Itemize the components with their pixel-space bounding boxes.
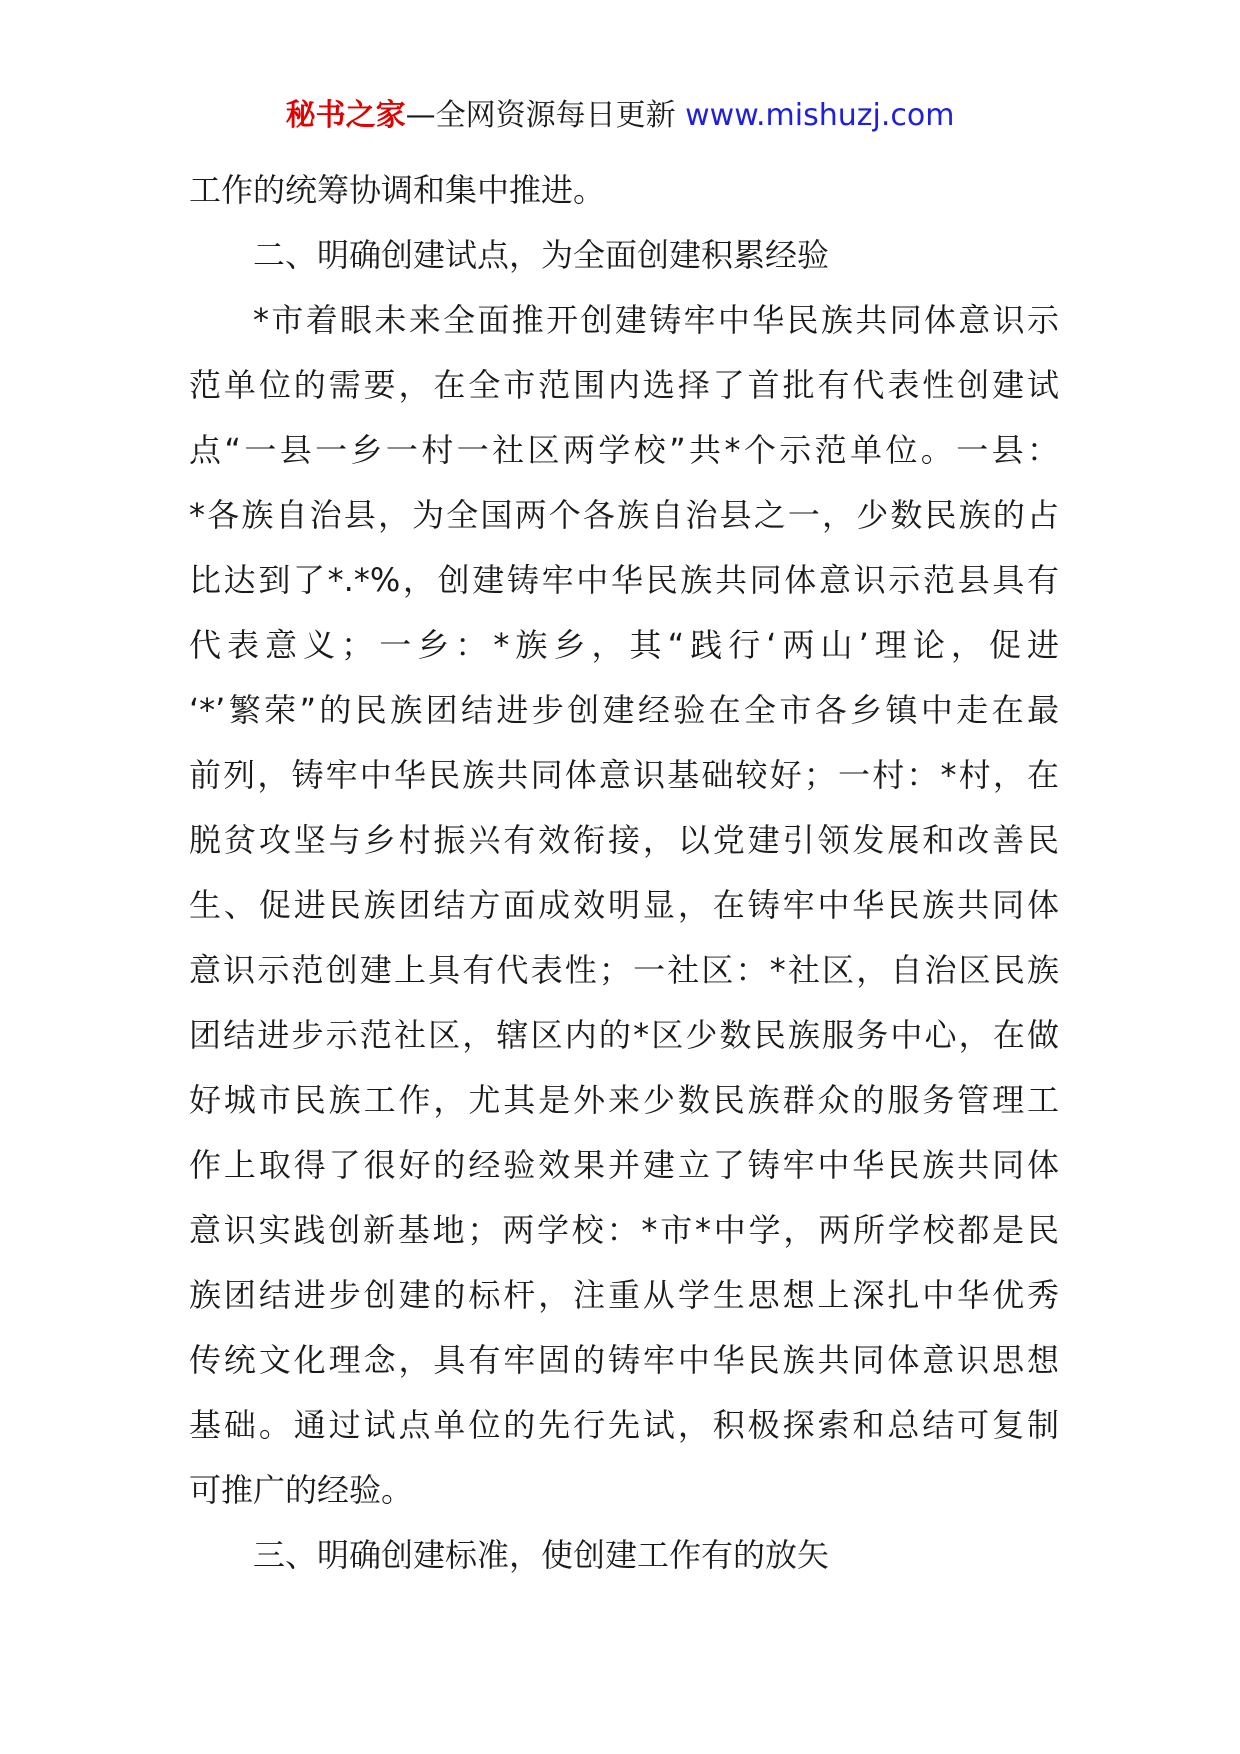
body-text-line: 点“一县一乡一村一社区两学校”共*个示范单位。一县： [189,431,1059,469]
body-text-line: 基础。通过试点单位的先行先试，积极探索和总结可复制 [189,1406,1059,1444]
section-heading: 二、明确创建试点，为全面创建积累经验 [253,236,830,274]
body-text-line: 可推广的经验。 [189,1471,414,1509]
section-heading: 三、明确创建标准，使创建工作有的放矢 [253,1536,830,1574]
body-text-line: 比达到了*.*%，创建铸牢中华民族共同体意识示范县具有 [189,561,1059,599]
document-body [189,158,1059,1588]
site-header [0,96,1240,136]
body-text-line: 代表意义；一乡：*族乡，其“践行‘两山’理论，促进 [189,626,1059,664]
body-text-line: 意识示范创建上具有代表性；一社区：*社区，自治区民族 [189,951,1059,989]
body-text-line: 生、促进民族团结方面成效明显，在铸牢中华民族共同体 [189,886,1059,924]
body-text-line: ‘*’繁荣”的民族团结进步创建经验在全市各乡镇中走在最 [189,691,1059,729]
brand-name: 秘书之家 [285,98,406,133]
header-tagline: —全网资源每日更新 [405,98,686,133]
body-text-line: 传统文化理念，具有牢固的铸牢中华民族共同体意识思想 [189,1341,1059,1379]
body-text-line: 工作的统筹协调和集中推进。 [189,171,606,209]
body-text-line: 好城市民族工作，尤其是外来少数民族群众的服务管理工 [189,1081,1059,1119]
body-text-line: *各族自治县，为全国两个各族自治县之一，少数民族的占 [189,496,1059,534]
body-text-line: 范单位的需要，在全市范围内选择了首批有代表性创建试 [189,366,1059,404]
body-text-line: 作上取得了很好的经验效果并建立了铸牢中华民族共同体 [189,1146,1059,1184]
body-text-line: *市着眼未来全面推开创建铸牢中华民族共同体意识示 [253,301,1059,339]
body-text-line: 前列，铸牢中华民族共同体意识基础较好；一村：*村，在 [189,756,1059,794]
body-text-line: 族团结进步创建的标杆，注重从学生思想上深扎中华优秀 [189,1276,1059,1314]
site-url-link[interactable]: www.mishuzj.com [685,98,955,133]
body-text-line: 脱贫攻坚与乡村振兴有效衔接，以党建引领发展和改善民 [189,821,1059,859]
body-text-line: 意识实践创新基地；两学校：*市*中学，两所学校都是民 [189,1211,1059,1249]
body-text-line: 团结进步示范社区，辖区内的*区少数民族服务中心，在做 [189,1016,1059,1054]
